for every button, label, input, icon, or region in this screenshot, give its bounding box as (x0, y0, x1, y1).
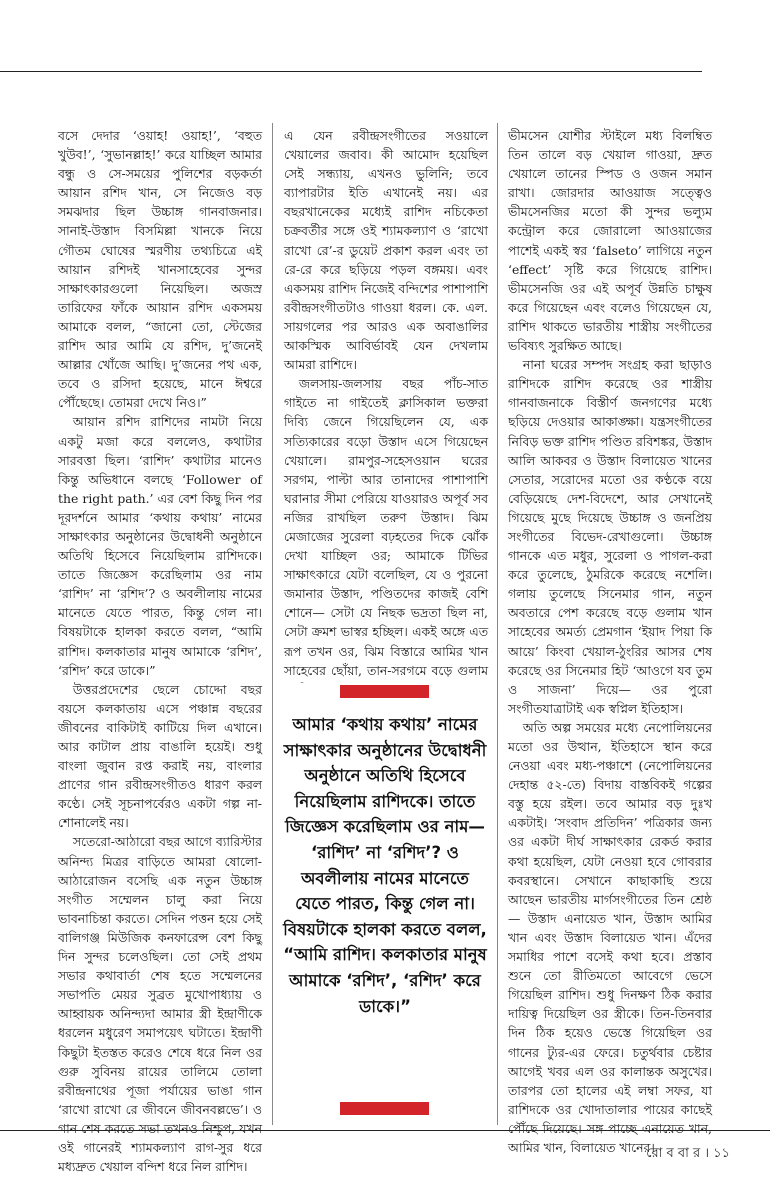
paragraph: অতি অল্প সময়ের মধ্যে নেপোলিয়নের মতো ওর উত্থান, ইতিহাসে স্থান করে নেওয়া এবং মধ্য-পঞ্চাশে (নেপোলিয়নের দেহান্ত ৫২-তে) বিদায় বাস্তবিকই গল্পের বস্তু হয়ে রইল। তবে আমার বড় দুঃখ একটাই। ‘সংবাদ প্রতিদিন’ পত্রিকার জন্য ওর একটা দীর্ঘ সাক্ষাৎকার রেকর্ড করার কথা হয়েছিল, যেটা নেওয়া হবে গোবরার কবরস্থানে। সেখানে কাছাকাছি শুয়ে আছেন ভারতীয় মার্গসংগীতের তিন শ্রেষ্ঠ— উস্তাদ এনায়েত খান, উস্তাদ আমির খান এবং উস্তাদ বিলায়েত খান। এঁদের সমাধির পাশে বসেই কথা হবে। প্রস্তাব শুনে তো রীতিমতো আবেগে ভেসে গিয়েছিল রাশিদ। শুধু দিনক্ষণ ঠিক করার দায়িত্ব দিয়েছিল ওর স্ত্রীকে। তিন-তিনবার দিন ঠিক হয়েও ভেস্তে গিয়েছিল ওর গানের ট্যুর-এর ফেরে। চতুর্থবার চেষ্টার আগেই খবর এল ওর কালান্তক অসুখের। তারপর তো হালের এই লম্বা সফর, যা রাশিদকে ওর খোদাতালার পায়ের কাছেই পৌঁছে দিয়েছে। সঙ্গ পাচ্ছে এনায়েত খান, আমির খান, বিলায়েত খানের। (508, 719, 712, 1155)
page-number: ১১ (713, 1146, 730, 1161)
paragraph: উত্তরপ্রদেশের ছেলে চোদ্দো বছর বয়সে কলকাতায় এসে পঞ্চান্ন বছরের জীবনের বাকিটাই কাটিয়ে দিল এখানে। আর কাটাল প্রায় বাঙালি হয়েই। শুধু বাংলা জুবান রপ্ত করাই নয়, বাংলার প্রাণের গান রবীন্দ্রসংগীতও ধারণ করল কণ্ঠে। সেই সূচনাপর্বেরও একটা গল্প না-শোনালেই নয়। (58, 681, 262, 831)
magazine-name: রো ব বা র (646, 1146, 701, 1161)
pull-quote-top-bar (340, 685, 429, 698)
pull-quote-bottom-bar (340, 1102, 429, 1115)
paragraph: আয়ান রশিদ রাশিদের নামটা নিয়ে একটু মজা করে বললেও, কথাটার সারবত্তা ছিল। ‘রাশিদ’ কথাটার মানেও কিন্তু অভিধানে বলছে ‘Follower of the right path.’ এর বেশ কিছু দিন পর দূরদর্শনে আমার ‘কথায় কথায়’ নামের সাক্ষাৎকার অনুষ্ঠানের উদ্বোধনী অনুষ্ঠানে অতিথি হিসেবে নিয়েছিলাম রাশিদকে। তাতে জিজ্ঞেস করেছিলাম ওর নাম ‘রাশিদ’ না ‘রশিদ’? ও অবলীলায় নামের মানেতে যেতে পারত, কিন্তু গেল না। বিষয়টাকে হালকা করতে বলল, “আমি রাশিদ। কলকাতার মানুষ আমাকে ‘রশিদ’, ‘রশিদ’ করে ডাকে।” (58, 414, 262, 678)
paragraph: বসে দেদার ‘ওয়াহ! ওয়াহ!’, ‘বহুত খুউব!’, ‘সুভানল্লাহ!’ করে যাচ্ছিল আমার বন্ধু ও সে-সময়ের পুলিশের বড়কর্তা আয়ান রশিদ খান, সে নিজেও বড় সমঝদার ছিল উচ্চাঙ্গ গানবাজনার। সানাই-উস্তাদ বিসমিল্লা খানকে নিয়ে গৌতম ঘোষের স্মরণীয় তথ্যচিত্রে এই আয়ান রশিদই খানসাহেবের সুন্দর সাক্ষাৎকারগুলো নিয়েছিল। অজস্র তারিফের ফাঁকে আয়ান রশিদ একসময় আমাকে বলল, “জানো তো, স্টেজের রাশিদ আর আমি যে রশিদ, দু’জনেই আল্লার খোঁজে আছি। দু’জনের পথ এক, তবে ও রসিদা হয়েছে, মানে ঈশ্বরে পৌঁছেছে। তোমরা দেখে নিও।” (58, 128, 262, 411)
paragraph: জলসায়-জলসায় বছর পাঁচ-সাত গাইতে না গাইতেই ক্লাসিকাল ভক্তরা দিব্যি জেনে গিয়েছিলেন যে, এক সত্যিকারের বড়ো উস্তাদ এসে গিয়েছেন খেয়ালে। রামপুর-সহেসওয়ান ঘরের সরগম, পাল্টা আর তানাদের পাশাপাশি ঘরানার সীমা পেরিয়ে যাওয়ারও অপূর্ব সব নজির রাখছিল তরুণ উস্তাদ। ঝিম মেজাজের সুরেলা বঢ়হতের দিকে ঝোঁক দেখা যাচ্ছিল ওর; আমাকে টিভির সাক্ষাৎকারে যেটা বলেছিল, যে ও পুরনো জমানার উস্তাদ, পণ্ডিতদের কাজই বেশি শোনে— সেটা যে নিছক ভদ্রতা ছিল না, সেটা ক্রমশ ভাস্বর হচ্ছিল। একই অঙ্গে এত রূপ তখন ওর, ঝিম বিস্তারে আমির খান সাহেবের ছোঁয়া, তান-সরগমে বড়ে গুলাম (284, 376, 488, 678)
column-divider (497, 123, 498, 1125)
article-column-1 (58, 126, 262, 1175)
column-divider (272, 123, 273, 1125)
paragraph: ভীমসেন যোশীর স্টাইলে মধ্য বিলম্বিত তিন তালে বড় খেয়াল গাওয়া, দ্রুত খেয়ালে তানের স্পিড ও ওজন সমান রাখা। জোরদার আওয়াজ সত্ত্বেও ভীমসেনজির মতো কী সুন্দর ভল্যুম কন্ট্রোল করে জোরালো আওয়াজের পাশেই একই স্বর ‘falseto’ লাগিয়ে নতুন ‘effect’ সৃষ্টি করে গিয়েছে রাশিদ। ভীমসেনজি ওর এই অপূর্ব উন্নতি চাক্ষুষ করে গিয়েছেন এবং বলেও গিয়েছেন যে, রাশিদ থাকতে ভারতীয় শাস্ত্রীয় সংগীতের ভবিষ্যৎ সুরক্ষিত আছে। (508, 128, 712, 354)
pull-quote (283, 683, 487, 1123)
paragraph: নানা ঘরের সম্পদ সংগ্রহ করা ছাড়াও রাশিদকে রাশিদ করেছে ওর শাস্ত্রীয় গানবাজনাকে বিস্তীর্ণ জনগণের মধ্যে ছড়িয়ে দেওয়ার আকাঙ্ক্ষা। যন্ত্রসংগীতের নিবিড় ভক্ত রাশিদ পণ্ডিত রবিশঙ্কর, উস্তাদ আলি আকবর ও উস্তাদ বিলায়েত খানের সেতার, সরোদের মতো ওর কণ্ঠকে বয়ে বেড়িয়েছে দেশ-বিদেশে, আর সেখানেই গিয়েছে মুছে দিয়েছে উচ্চাঙ্গ ও জনপ্রিয় সংগীতের বিভেদ-রেখাগুলো। উচ্চাঙ্গ গানকে এত মধুর, সুরেলা ও পাগল-করা করে তুলেছে, ঠুমরিকে করেছে নশেলি। গলায় তুলেছে সিনেমার গান, নতুন অবতারে পেশ করেছে বড়ে গুলাম খান সাহেবের অমর্ত্য প্রেমগান ‘ইয়াদ পিয়া কি আয়ে’ কিংবা খেয়াল-ঠুংরির আসর শেষ করেছে ওর সিনেমার হিট ‘আওগে যব তুম ও সাজনা’ দিয়ে— ওর পুরো সংগীতযাত্রাটাই এক স্বপ্নিল ইতিহাস। (508, 357, 712, 716)
page-footer (646, 1144, 730, 1165)
paragraph: সতেরো-আঠারো বছর আগে ব্যারিস্টার অনিন্দ্য মিত্রর বাড়িতে আমরা ষোলো-আঠারোজন বসেছি এক নতুন উচ্চাঙ্গ সংগীত সম্মেলন চালু করা নিয়ে ভাবনাচিন্তা করতে। সেদিন পত্তন হয়ে সেই বালিগঞ্জ মিউজিক কনফারেন্স বেশ কিছু দিন সুন্দর চলেওছিল। তো সেই প্রথম সভার কথাবার্তা শেষ হতে সম্মেলনের সভাপতি মেয়র সুব্রত মুখোপাধ্যায় ও আহ্বায়ক অনিন্দ্যদা আমার স্ত্রী ইন্দ্রাণীকে ধরলেন মধুরেণ সমাপয়েৎ ঘটাতে। ইন্দ্রাণী কিছুটা ইতস্তত করেও শেষে ধরে নিল ওর গুরু সুবিনয় রায়ের তালিমে তোলা রবীন্দ্রনাথের পূজা পর্যায়ের ভাঙা গান ‘রাখো রাখো রে জীবনে জীবনবল্লভে’। ও গান শেষ করতে সভা তখনও নিশ্চুপ, যখন ওই গানেরই শ্যামকল্যাণ রাগ-সুর ধরে মধ্যদ্রুত খেয়াল বন্দিশ ধরে নিল রাশিদ। (58, 834, 262, 1175)
pull-quote-text: আমার ‘কথায় কথায়’ নামের সাক্ষাৎকার অনুষ্ঠানের উদ্বোধনী অনুষ্ঠানে অতিথি হিসেবে নিয়েছিলাম রাশিদকে। তাতে জিজ্ঞেস করেছিলাম ওর নাম— ‘রাশিদ’ না ‘রশিদ’? ও অবলীলায় নামের মানেতে যেতে পারত, কিন্তু গেল না। বিষয়টাকে হালকা করতে বলল, “আমি রাশিদ। কলকাতার মানুষ আমাকে ‘রশিদ’, ‘রশিদ’ করে ডাকে।” (283, 715, 487, 1016)
paragraph: এ যেন রবীন্দ্রসংগীতের সওয়ালে খেয়ালের জবাব। কী আমোদ হয়েছিল সেই সন্ধ্যায়, এখনও ভুলিনি; তবে ব্যাপারটার ইতি এখানেই নয়। এর বছরখানেকের মধ্যেই রাশিদ নচিকেতা চক্রবর্তীর সঙ্গে ওই শ্যামকল্যাণ ও ‘রাখো রাখো রে’-র ডুয়েট প্রকাশ করল এবং তা রে-রে করে ছড়িয়ে পড়ল বঙ্গময়। এবং একসময় রাশিদ নিজেই বন্দিশের পাশাপাশি রবীন্দ্রসংগীতটাও গাওয়া ধরল। কে. এল. সায়গলের পর আরও এক অবাঙালির আকস্মিক আবির্ভাবই যেন দেখলাম আমরা রাশিদে। (284, 128, 488, 373)
footer-separator: । (704, 1146, 709, 1161)
article-column-2 (284, 126, 488, 678)
top-rule (0, 71, 702, 72)
bottom-rule (0, 1130, 770, 1131)
